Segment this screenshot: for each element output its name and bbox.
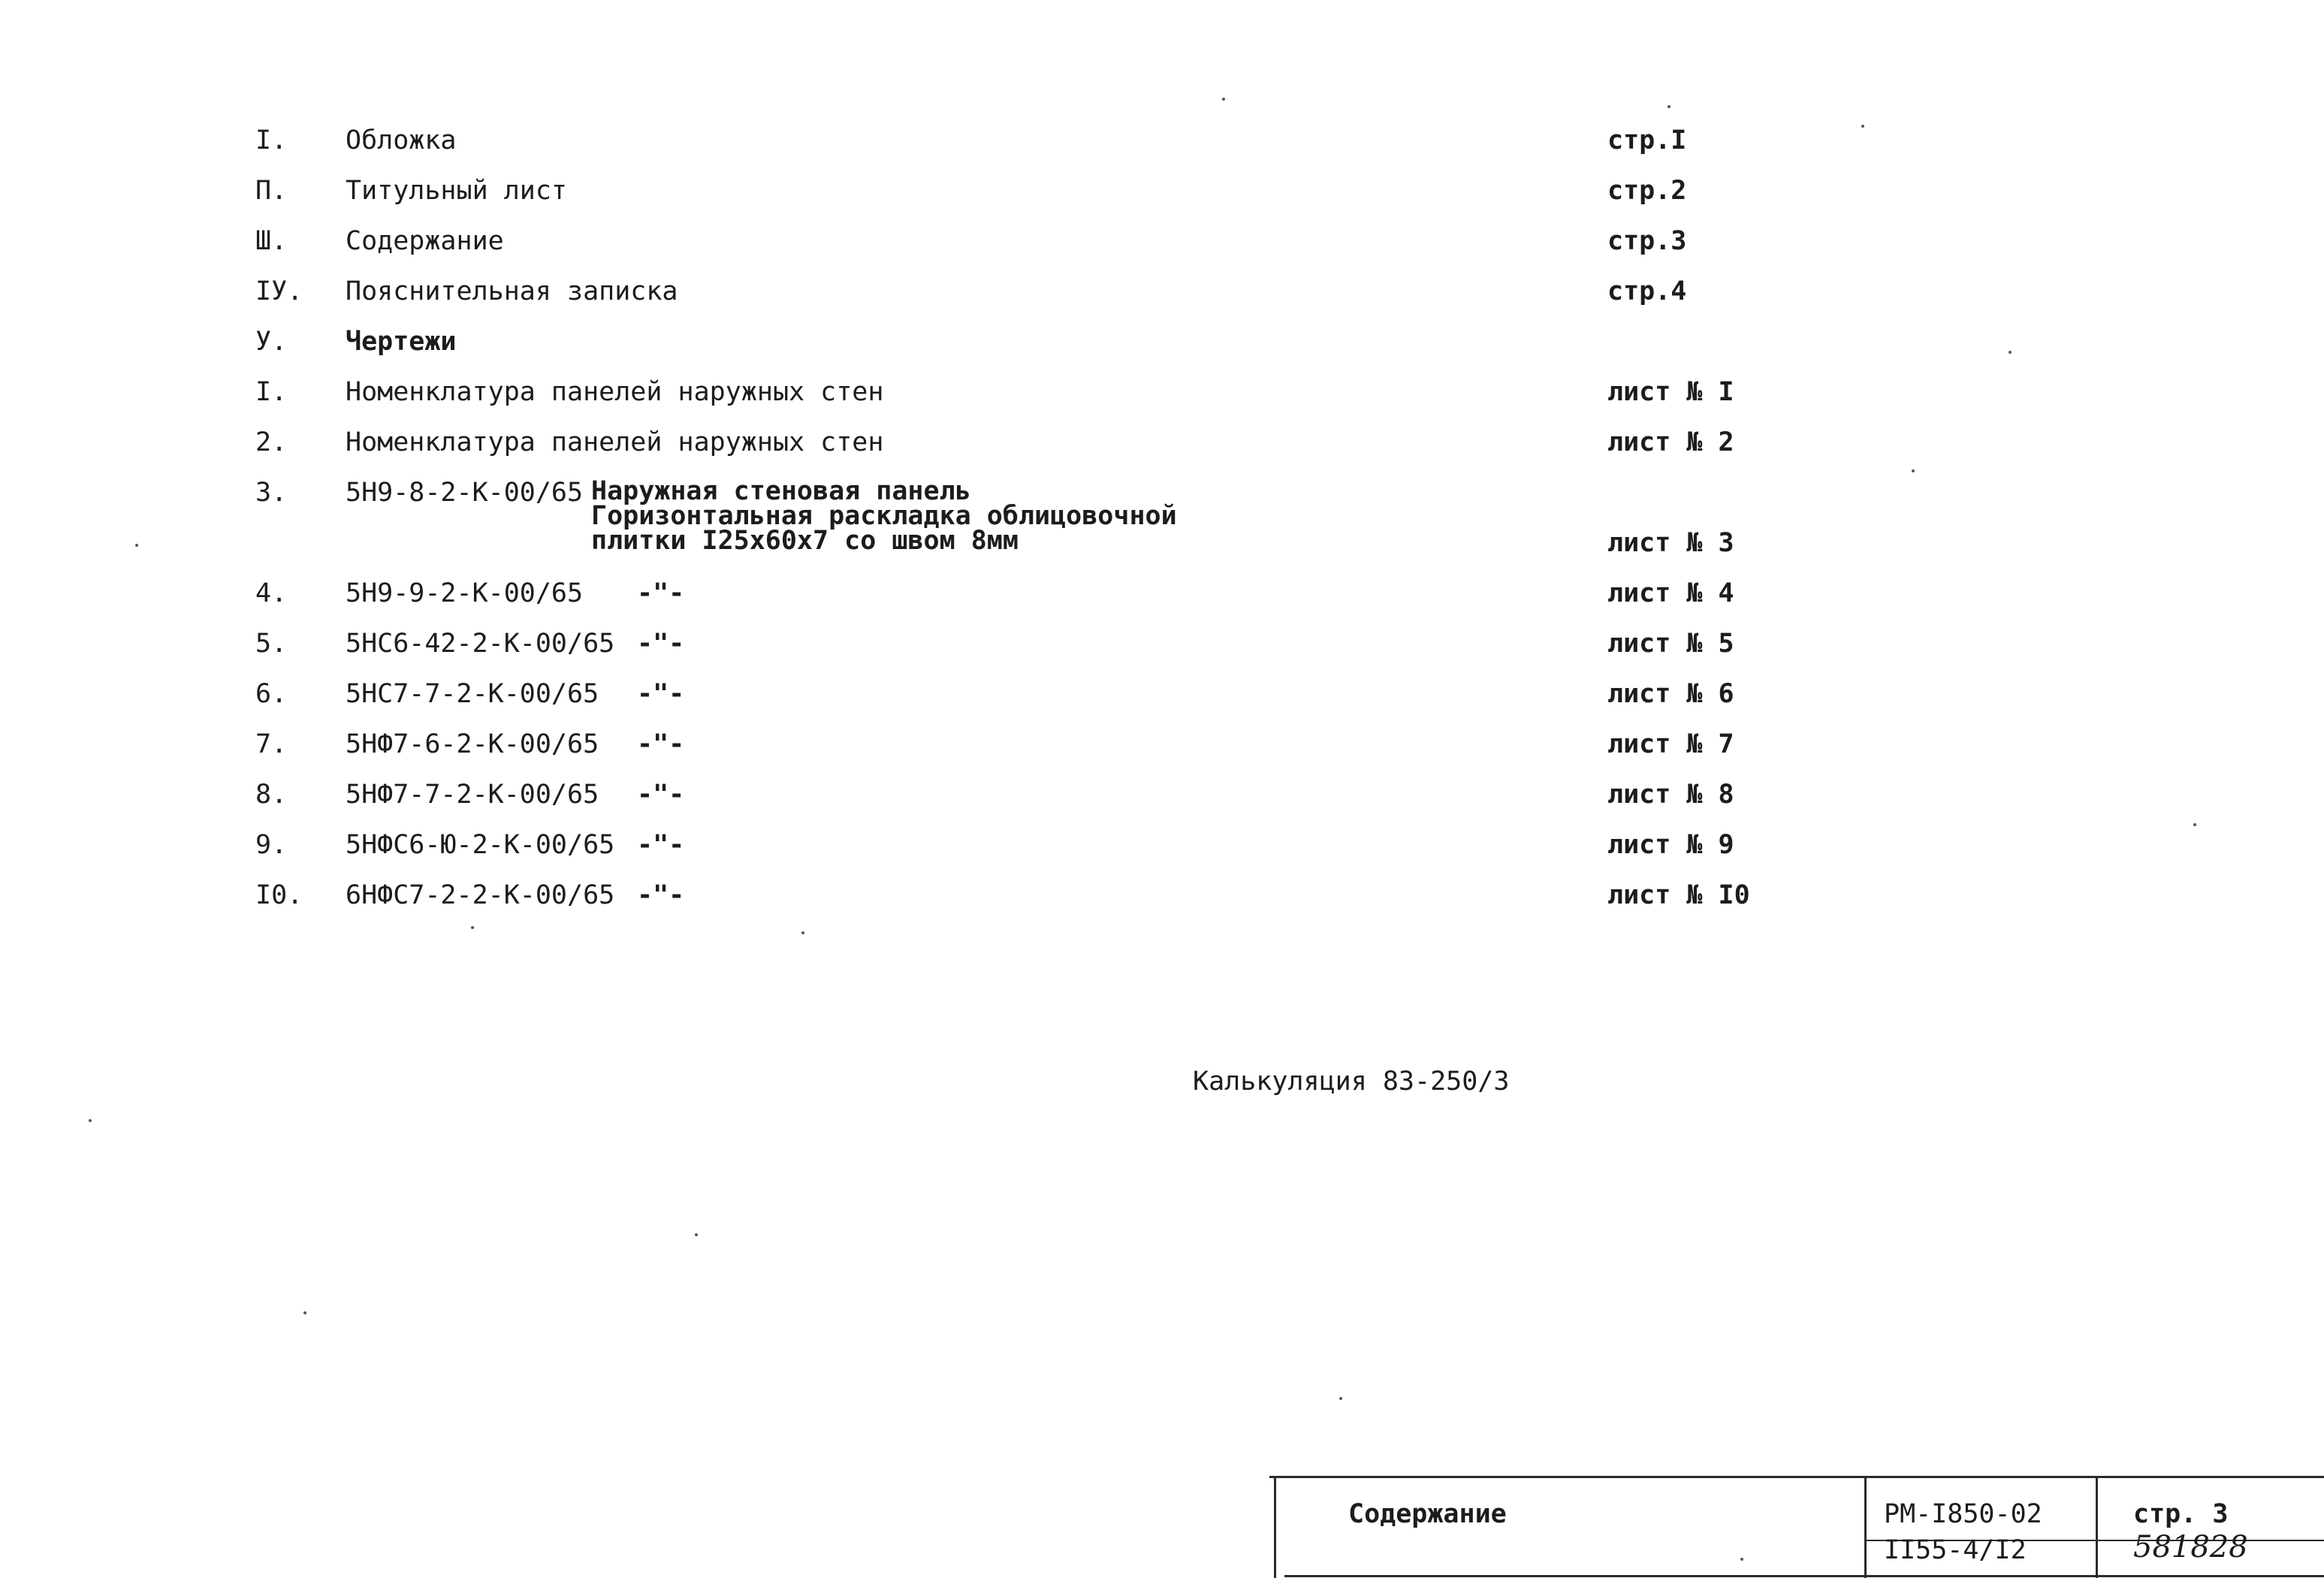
toc-ditto-mark: -"- bbox=[637, 679, 685, 709]
scan-speckle bbox=[1668, 105, 1671, 108]
toc-row bbox=[0, 219, 1878, 264]
toc-title: 6НФС7-2-2-К-00/65 bbox=[346, 880, 615, 910]
toc-title: 5Н9-9-2-К-00/65 bbox=[346, 578, 584, 608]
toc-page-ref: лист № 2 bbox=[1607, 427, 1734, 457]
stamp-top-border bbox=[1269, 1476, 2324, 1478]
toc-page-ref: стр.3 bbox=[1607, 226, 1687, 256]
title-block bbox=[1269, 1476, 2324, 1578]
toc-ditto-mark: -"- bbox=[637, 578, 685, 608]
toc-title: 5Н9-8-2-К-00/65 bbox=[346, 478, 584, 508]
stamp-bottom-border bbox=[1284, 1575, 2324, 1577]
toc-number: 5. bbox=[255, 629, 288, 659]
toc-row bbox=[0, 772, 1878, 817]
calculation-reference: Калькуляция 83-250/3 bbox=[1193, 1067, 1510, 1097]
scan-speckle bbox=[471, 926, 474, 929]
toc-number: IУ. bbox=[255, 276, 303, 306]
toc-row bbox=[0, 370, 1878, 415]
scan-speckle bbox=[695, 1233, 698, 1236]
scan-speckle bbox=[1222, 98, 1225, 101]
toc-row bbox=[0, 118, 1878, 163]
toc-row bbox=[0, 822, 1878, 867]
toc-title: 5НФ7-6-2-К-00/65 bbox=[346, 729, 599, 759]
toc-row bbox=[0, 722, 1878, 767]
scan-speckle bbox=[2009, 351, 2012, 354]
scan-speckle bbox=[1912, 469, 1915, 472]
toc-page-ref: лист № I0 bbox=[1607, 880, 1750, 910]
stamp-code-top: РМ-I850-02 bbox=[1884, 1499, 2042, 1529]
toc-number: 2. bbox=[255, 427, 288, 457]
scan-speckle bbox=[1740, 1558, 1743, 1561]
toc-title: Чертежи bbox=[346, 327, 457, 357]
toc-row bbox=[0, 671, 1878, 717]
scan-speckle bbox=[2193, 823, 2196, 826]
toc-title: Номенклатура панелей наружных стен bbox=[346, 377, 884, 407]
toc-title: Номенклатура панелей наружных стен bbox=[346, 427, 884, 457]
toc-title: 5НФ7-7-2-К-00/65 bbox=[346, 780, 599, 810]
toc-ditto-mark: -"- bbox=[637, 780, 685, 810]
toc-page-ref: лист № 7 bbox=[1607, 729, 1734, 759]
toc-ditto-mark: -"- bbox=[637, 629, 685, 659]
toc-title: Титульный лист bbox=[346, 176, 568, 206]
toc-row bbox=[0, 269, 1878, 314]
toc-number: I. bbox=[255, 377, 288, 407]
toc-ditto-mark: -"- bbox=[637, 729, 685, 759]
toc-number: I0. bbox=[255, 880, 303, 910]
toc-page-ref: стр.I bbox=[1607, 125, 1687, 155]
toc-page-ref: лист № 6 bbox=[1607, 679, 1734, 709]
toc-title: 5НФС6-Ю-2-К-00/65 bbox=[346, 830, 615, 860]
toc-page-ref: лист № 3 bbox=[1607, 528, 1734, 558]
toc-number: 8. bbox=[255, 780, 288, 810]
toc-ditto-mark: -"- bbox=[637, 830, 685, 860]
toc-page-ref: лист № I bbox=[1607, 377, 1734, 407]
toc-page-ref: стр.2 bbox=[1607, 176, 1687, 206]
toc-title: 5НС7-7-2-К-00/65 bbox=[346, 679, 599, 709]
toc-row bbox=[0, 319, 1878, 364]
toc-number: 6. bbox=[255, 679, 288, 709]
scan-speckle bbox=[303, 1311, 306, 1314]
toc-title: Пояснительная записка bbox=[346, 276, 678, 306]
toc-description: Наружная стеновая панель Горизонтальная раскладка облицовочной плитки I25x60x7 со швом 8мм bbox=[591, 476, 1177, 556]
stamp-code-bottom: II55-4/I2 bbox=[1884, 1535, 2027, 1565]
stamp-divider bbox=[1864, 1476, 1867, 1578]
scan-speckle bbox=[1861, 125, 1864, 128]
toc-page-ref: стр.4 bbox=[1607, 276, 1687, 306]
stamp-title: Содержание bbox=[1348, 1499, 1507, 1529]
toc-number: У. bbox=[255, 327, 288, 357]
toc-title: Обложка bbox=[346, 125, 457, 155]
toc-title: 5НС6-42-2-К-00/65 bbox=[346, 629, 615, 659]
scan-speckle bbox=[1339, 1397, 1342, 1400]
toc-row bbox=[0, 621, 1878, 666]
toc-ditto-mark: -"- bbox=[637, 880, 685, 910]
toc-page-ref: лист № 5 bbox=[1607, 629, 1734, 659]
toc-number: 7. bbox=[255, 729, 288, 759]
stamp-divider bbox=[2096, 1476, 2098, 1578]
stamp-page: стр. 3 bbox=[2133, 1499, 2229, 1529]
toc-number: 9. bbox=[255, 830, 288, 860]
stamp-left-border bbox=[1274, 1476, 1276, 1578]
toc-row bbox=[0, 571, 1878, 616]
toc-row bbox=[0, 470, 1878, 568]
scan-speckle bbox=[89, 1119, 92, 1122]
toc-number: 4. bbox=[255, 578, 288, 608]
toc-number: П. bbox=[255, 176, 288, 206]
toc-row bbox=[0, 168, 1878, 213]
toc-number: Ш. bbox=[255, 226, 288, 256]
toc-page-ref: лист № 8 bbox=[1607, 780, 1734, 810]
toc-row bbox=[0, 420, 1878, 465]
scan-speckle bbox=[135, 544, 138, 547]
toc-title: Содержание bbox=[346, 226, 504, 256]
toc-number: I. bbox=[255, 125, 288, 155]
scan-speckle bbox=[801, 931, 804, 934]
toc-page-ref: лист № 4 bbox=[1607, 578, 1734, 608]
toc-number: 3. bbox=[255, 478, 288, 508]
stamp-handwritten-number: 581828 bbox=[2133, 1530, 2248, 1564]
toc-page-ref: лист № 9 bbox=[1607, 830, 1734, 860]
toc-row bbox=[0, 873, 1878, 918]
